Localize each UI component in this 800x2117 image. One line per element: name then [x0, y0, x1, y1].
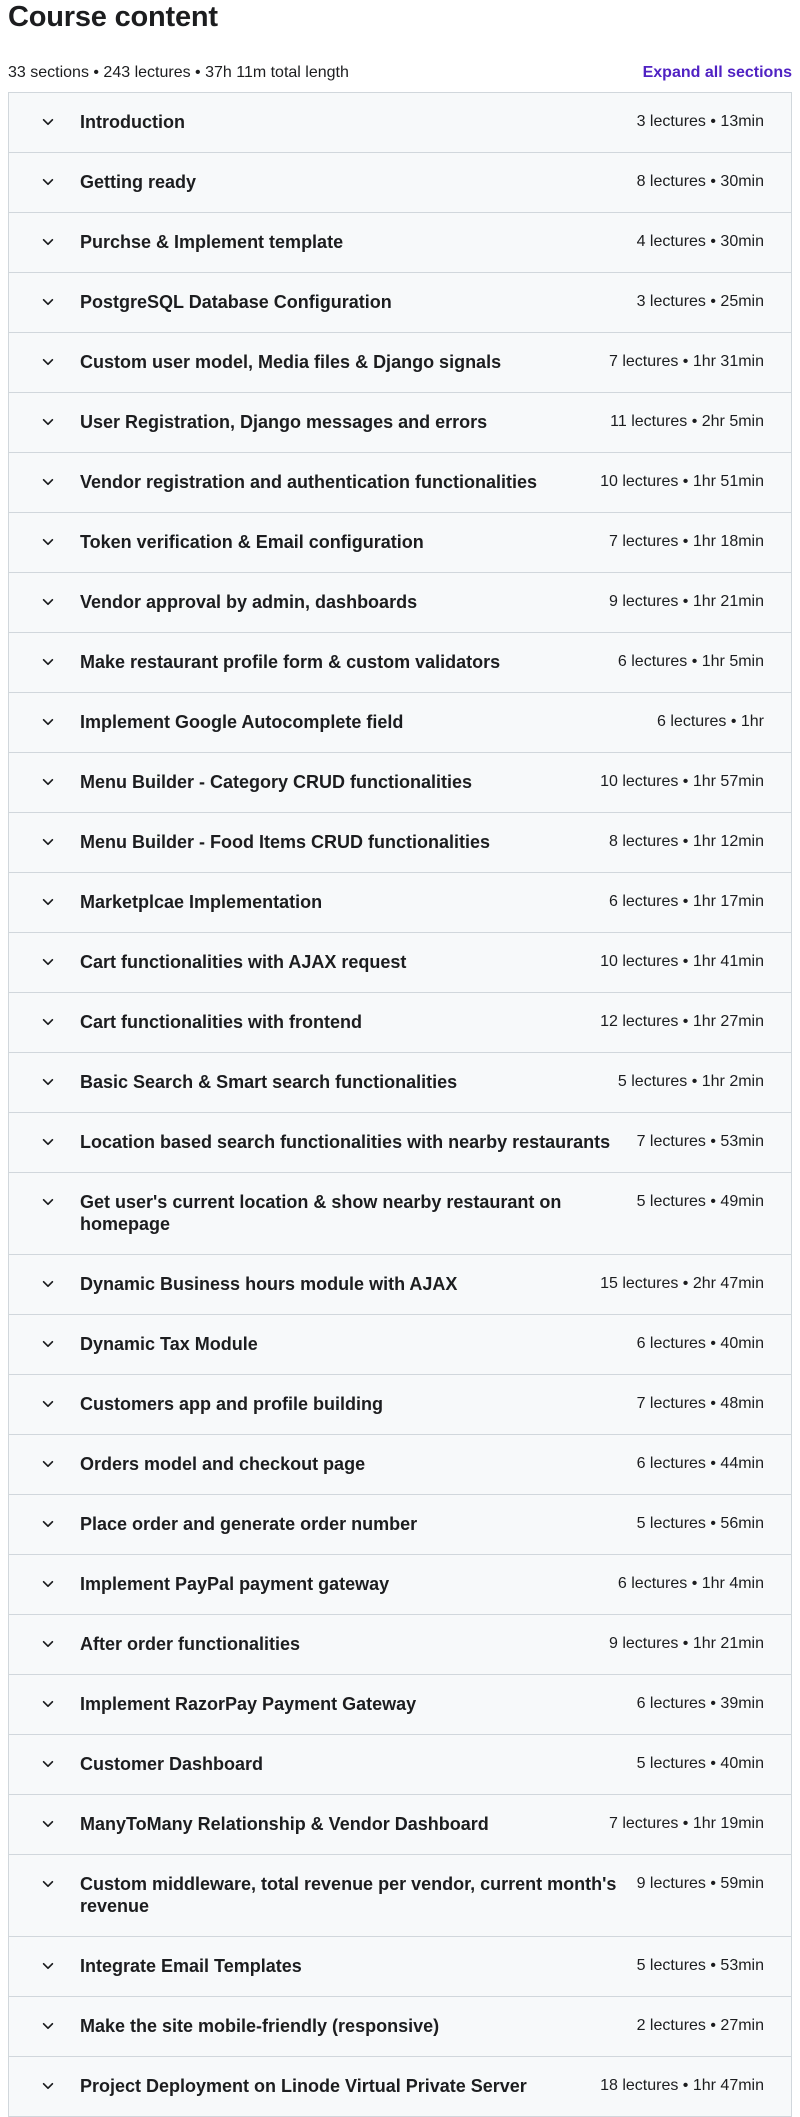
section-meta: 15 lectures • 2hr 47min — [600, 1275, 764, 1292]
section-title: Marketplcae Implementation — [80, 892, 323, 912]
section-meta: 7 lectures • 53min — [636, 1133, 764, 1150]
chevron-down-icon[interactable] — [40, 1693, 56, 1715]
section-meta: 5 lectures • 1hr 2min — [617, 1073, 764, 1090]
section-meta: 6 lectures • 39min — [636, 1695, 764, 1712]
section-meta: 6 lectures • 1hr — [657, 713, 764, 730]
section-title: Dynamic Tax Module — [80, 1334, 258, 1354]
section-title: Menu Builder - Category CRUD functionalities — [80, 772, 473, 792]
chevron-down-icon[interactable] — [40, 471, 56, 493]
section-title: Custom user model, Media files & Django signals — [80, 352, 502, 372]
section-header[interactable] — [9, 1255, 791, 1315]
chevron-down-icon[interactable] — [40, 831, 56, 853]
section-meta: 9 lectures • 1hr 21min — [608, 1635, 764, 1652]
section-meta: 6 lectures • 1hr 17min — [608, 893, 764, 910]
section-meta: 6 lectures • 1hr 4min — [617, 1575, 764, 1592]
section-header[interactable] — [9, 213, 791, 273]
section-header[interactable] — [9, 453, 791, 513]
expand-all-sections-button[interactable]: Expand all sections — [642, 64, 792, 81]
section-title: Orders model and checkout page — [80, 1454, 366, 1474]
chevron-down-icon[interactable] — [40, 291, 56, 313]
section-meta: 8 lectures • 1hr 12min — [608, 833, 764, 850]
section-title: Place order and generate order number — [80, 1514, 418, 1534]
section-meta: 5 lectures • 56min — [636, 1515, 764, 1532]
chevron-down-icon[interactable] — [40, 2075, 56, 2097]
section-header[interactable] — [9, 1997, 791, 2057]
section-header[interactable] — [9, 633, 791, 693]
sections-list — [8, 92, 792, 2117]
section-header[interactable] — [9, 1795, 791, 1855]
chevron-down-icon[interactable] — [40, 231, 56, 253]
chevron-down-icon[interactable] — [40, 411, 56, 433]
section-meta: 7 lectures • 1hr 31min — [608, 353, 764, 370]
section-title: Menu Builder - Food Items CRUD functionalities — [80, 832, 491, 852]
section-header[interactable] — [9, 1113, 791, 1173]
chevron-down-icon[interactable] — [40, 1955, 56, 1977]
section-title: Purchse & Implement template — [80, 232, 344, 252]
section-header[interactable] — [9, 2057, 791, 2117]
section-header[interactable] — [9, 1315, 791, 1375]
section-title: Getting ready — [80, 172, 197, 192]
chevron-down-icon[interactable] — [40, 1573, 56, 1595]
section-title: Cart functionalities with AJAX request — [80, 952, 407, 972]
section-meta: 4 lectures • 30min — [636, 233, 764, 250]
section-meta: 11 lectures • 2hr 5min — [610, 413, 764, 430]
section-meta: 10 lectures • 1hr 51min — [600, 473, 764, 490]
section-title: Make the site mobile-friendly (responsive) — [80, 2016, 440, 2036]
section-header[interactable] — [9, 573, 791, 633]
chevron-down-icon[interactable] — [40, 591, 56, 613]
section-meta: 6 lectures • 44min — [636, 1455, 764, 1472]
chevron-down-icon[interactable] — [40, 1513, 56, 1535]
chevron-down-icon[interactable] — [40, 651, 56, 673]
chevron-down-icon[interactable] — [40, 1813, 56, 1835]
section-meta: 10 lectures • 1hr 57min — [600, 773, 764, 790]
section-title: PostgreSQL Database Configuration — [80, 292, 392, 312]
chevron-down-icon[interactable] — [40, 171, 56, 193]
section-title: Vendor approval by admin, dashboards — [80, 592, 418, 612]
section-title: Customer Dashboard — [80, 1754, 264, 1774]
section-title: Introduction — [80, 112, 185, 132]
section-header[interactable] — [9, 1173, 791, 1255]
section-meta: 7 lectures • 48min — [636, 1395, 764, 1412]
chevron-down-icon[interactable] — [40, 1011, 56, 1033]
chevron-down-icon[interactable] — [40, 351, 56, 373]
section-meta: 3 lectures • 13min — [636, 113, 764, 130]
section-header[interactable] — [9, 993, 791, 1053]
section-title: After order functionalities — [80, 1634, 301, 1654]
chevron-down-icon[interactable] — [40, 2015, 56, 2037]
chevron-down-icon[interactable] — [40, 1453, 56, 1475]
section-meta: 7 lectures • 1hr 18min — [608, 533, 764, 550]
chevron-down-icon[interactable] — [40, 951, 56, 973]
section-title: Basic Search & Smart search functionalities — [80, 1072, 458, 1092]
section-meta: 5 lectures • 40min — [636, 1755, 764, 1772]
chevron-down-icon[interactable] — [40, 771, 56, 793]
section-meta: 9 lectures • 1hr 21min — [608, 593, 764, 610]
section-title: Token verification & Email configuration — [80, 532, 424, 552]
section-meta: 7 lectures • 1hr 19min — [608, 1815, 764, 1832]
section-header[interactable] — [9, 1855, 791, 1937]
section-header[interactable] — [9, 393, 791, 453]
chevron-down-icon[interactable] — [40, 1131, 56, 1153]
section-title: Custom middleware, total revenue per vendor, current month's revenue — [80, 1874, 617, 1916]
section-meta: 6 lectures • 1hr 5min — [617, 653, 764, 670]
section-title: Get user's current location & show nearby restaurant on homepage — [80, 1192, 562, 1234]
section-title: Location based search functionalities with nearby restaurants — [80, 1132, 611, 1152]
chevron-down-icon[interactable] — [40, 1393, 56, 1415]
chevron-down-icon[interactable] — [40, 1333, 56, 1355]
course-summary-bar — [8, 54, 792, 92]
section-header[interactable] — [9, 153, 791, 213]
section-title: Dynamic Business hours module with AJAX — [80, 1274, 458, 1294]
section-header[interactable] — [9, 1735, 791, 1795]
section-meta: 5 lectures • 53min — [636, 1957, 764, 1974]
section-title: Project Deployment on Linode Virtual Private Server — [80, 2076, 527, 2096]
section-header[interactable] — [9, 1375, 791, 1435]
section-meta: 5 lectures • 49min — [636, 1193, 764, 1210]
section-header[interactable] — [9, 1053, 791, 1113]
chevron-down-icon[interactable] — [40, 111, 56, 133]
section-title: Integrate Email Templates — [80, 1956, 302, 1976]
section-meta: 6 lectures • 40min — [636, 1335, 764, 1352]
section-header[interactable] — [9, 753, 791, 813]
section-meta: 12 lectures • 1hr 27min — [600, 1013, 764, 1030]
chevron-down-icon[interactable] — [40, 531, 56, 553]
section-title: Cart functionalities with frontend — [80, 1012, 362, 1032]
section-header[interactable] — [9, 1615, 791, 1675]
section-meta: 8 lectures • 30min — [636, 173, 764, 190]
section-title: Implement Google Autocomplete field — [80, 712, 404, 732]
section-header[interactable] — [9, 693, 791, 753]
section-title: Make restaurant profile form & custom validators — [80, 652, 501, 672]
section-header[interactable] — [9, 273, 791, 333]
section-header[interactable] — [9, 1555, 791, 1615]
chevron-down-icon[interactable] — [40, 711, 56, 733]
section-title: User Registration, Django messages and errors — [80, 412, 488, 432]
chevron-down-icon[interactable] — [40, 1873, 56, 1895]
section-header[interactable] — [9, 93, 791, 153]
section-meta: 9 lectures • 59min — [636, 1875, 764, 1892]
section-meta: 18 lectures • 1hr 47min — [600, 2077, 764, 2094]
chevron-down-icon[interactable] — [40, 1191, 56, 1213]
section-meta: 2 lectures • 27min — [636, 2017, 764, 2034]
section-header[interactable] — [9, 513, 791, 573]
section-header[interactable] — [9, 1435, 791, 1495]
section-title: ManyToMany Relationship & Vendor Dashboard — [80, 1814, 489, 1834]
section-header[interactable] — [9, 1495, 791, 1555]
chevron-down-icon[interactable] — [40, 1273, 56, 1295]
section-title: Customers app and profile building — [80, 1394, 384, 1414]
section-header[interactable] — [9, 813, 791, 873]
section-title: Implement RazorPay Payment Gateway — [80, 1694, 417, 1714]
section-header[interactable] — [9, 873, 791, 933]
chevron-down-icon[interactable] — [40, 1753, 56, 1775]
section-header[interactable] — [9, 1937, 791, 1997]
section-header[interactable] — [9, 1675, 791, 1735]
chevron-down-icon[interactable] — [40, 1633, 56, 1655]
chevron-down-icon[interactable] — [40, 1071, 56, 1093]
section-meta: 10 lectures • 1hr 41min — [600, 953, 764, 970]
section-meta: 3 lectures • 25min — [636, 293, 764, 310]
course-summary: 33 sections • 243 lectures • 37h 11m total length — [8, 64, 349, 81]
page-title: Course content — [8, 1, 218, 33]
section-header[interactable] — [9, 933, 791, 993]
section-header[interactable] — [9, 333, 791, 393]
chevron-down-icon[interactable] — [40, 891, 56, 913]
section-title: Implement PayPal payment gateway — [80, 1574, 390, 1594]
section-title: Vendor registration and authentication functionalities — [80, 472, 538, 492]
